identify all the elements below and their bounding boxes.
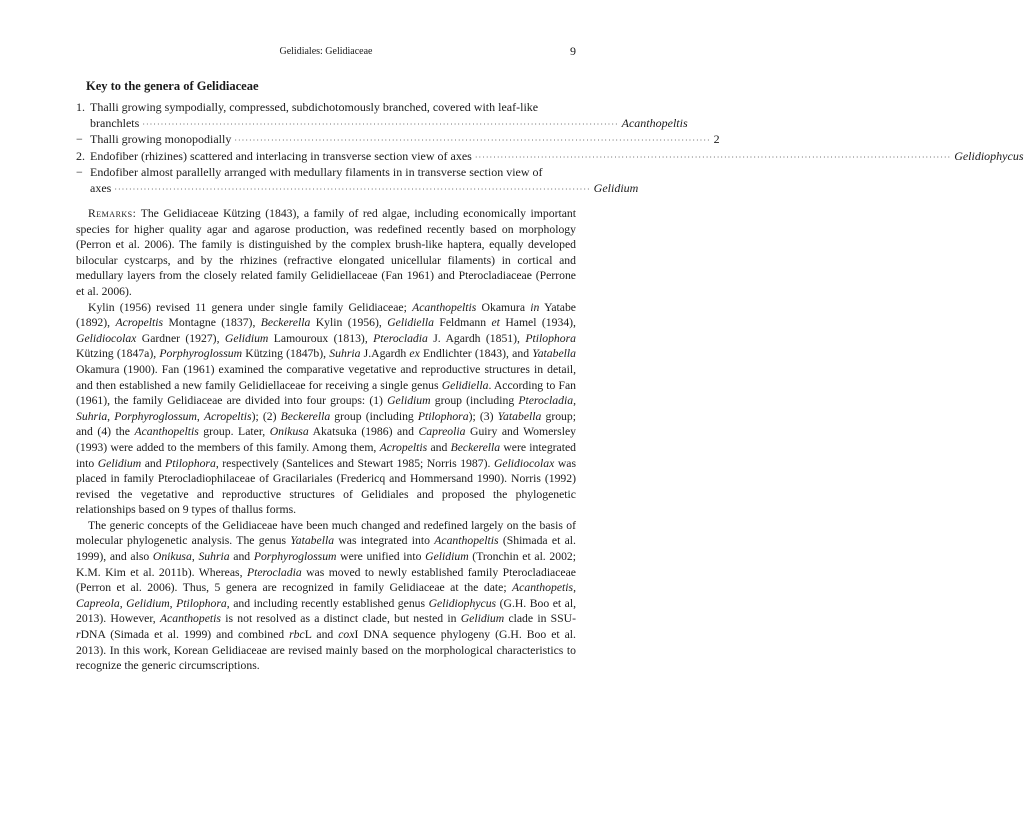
key-text: Endofiber (rhizines) scattered and interlacing in transverse section view of axes <box>90 148 472 163</box>
key-title: Key to the genera of Gelidiaceae <box>86 79 259 93</box>
key-result: Acanthopeltis <box>621 115 688 130</box>
key-number: − <box>76 165 83 179</box>
leader-dots: ·································································································································· <box>142 119 619 129</box>
key-item-2 <box>76 132 720 149</box>
leader-dots: ·································································································································· <box>114 184 591 194</box>
key-result: Gelidiophycus <box>954 148 1024 163</box>
remarks-paragraph-2: Kylin (1956) revised 11 genera under single family Gelidiaceae; Acanthopeltis Okamura in Yatabe (1892), Acropeltis Montagne (1837), Beckerella Kylin (1956), Gelidiella Feldmann et Hamel (1934), Gelidiocolax Gardner (1927), Gelidium Lamouroux (1813), Pterocladia J. Agardh (1851), Ptilophora Kützing (1847a), Porphyroglossum Kützing (1847b), Suhria J.Agardh ex Endlichter (1843), and Yatabella Okamura (1900). Fan (1961) examined the comparative vegetative and reproductive structures in detail, and then established a new family Gelidiellaceae for receiving a single genus Gelidiella. According to Fan (1961), the family Gelidiaceae are divided into four groups: (1) Gelidium group (including Pterocladia, Suhria, Porphyroglossum, Acropeltis); (2) Beckerella group (including Ptilophora); (3) Yatabella group; and (4) the Acanthopeltis group. Later, Onikusa Akatsuka (1986) and Capreolia Guiry and Womersley (1993) were added to the members of this family. Among them, Acropeltis and Beckerella were integrated into Gelidium and Ptilophora, respectively (Santelices and Stewart 1985; Norris 1987). Gelidiocolax was placed in family Pterocladiophilaceae of Gracilariales (Fredericq and Hommersand 1990). Norris (1992) revised the vegetative and reproductive structures of Gelidiales and proposed the phylogenetic relationships based on 9 types of thallus forms. <box>76 300 577 517</box>
key-result: Gelidium <box>593 180 639 195</box>
key-number: − <box>76 132 83 146</box>
remarks-section <box>76 206 576 674</box>
key-item-3 <box>76 148 1024 166</box>
identification-key <box>76 100 1024 197</box>
key-result: 2 <box>713 132 720 146</box>
remarks-label: Remarks: <box>88 207 137 220</box>
key-number: 2. <box>76 148 85 163</box>
key-text: branchlets <box>90 115 140 130</box>
page-number: 9 <box>570 44 576 58</box>
key-number: 1. <box>76 100 85 114</box>
key-text: Endofiber almost parallelly arranged with medullary filaments in in transverse section view of <box>90 165 543 179</box>
leader-dots: ·································································································································· <box>474 152 952 162</box>
key-text: Thalli growing sympodially, compressed, subdichotomously branched, covered with leaf-like <box>90 100 539 114</box>
leader-dots: ·································································································································· <box>234 136 711 145</box>
key-item-4 <box>76 165 639 197</box>
remarks-paragraph-3: The generic concepts of the Gelidiaceae have been much changed and redefined largely on the basis of molecular phylogenetic analysis. The genus Yatabella was integrated into Acanthopeltis (Shimada et al. 1999), and also Onikusa, Suhria and Porphyroglossum were unified into Gelidium (Tronchin et al. 2002; K.M. Kim et al. 2011b). Whereas, Pterocladia was moved to newly established family Pterocladiaceae (Perron et al. 2006). Thus, 5 genera are recognized in family Gelidiaceae at the date; Acanthopetis, Capreola, Gelidium, Ptilophora, and including recently established genus Gelidiophycus (G.H. Boo et al, 2013). However, Acanthopetis is not resolved as a distinct clade, but nested in Gelidium clade in SSU-rDNA (Simada et al. 1999) and combined rbcL and coxI DNA sequence phylogeny (G.H. Boo et al. 2013). In this work, Korean Gelidiaceae are revised mainly based on the morphological characteristics to recognize the generic circumscriptions. <box>76 518 577 673</box>
running-head: Gelidiales: Gelidiaceae <box>279 46 373 57</box>
remarks-paragraph-1: Remarks: The Gelidiaceae Kützing (1843), a family of red algae, including economically important species for higher quality agar and agarose production, was redefined recently based on morphology (Perron et al. 2006). The family is distinguished by the complex brush-like haptera, equally developed bilocular cystcarps, and by the rhizines (refractive elongated unicellular filaments) in cortical and medullary layers from the closely related family Gelidiellaceae (Fan 1961) and Pterocladiaceae (Perrone et al. 2006). <box>76 207 576 298</box>
key-item-1 <box>76 100 688 132</box>
key-text: axes <box>90 180 112 195</box>
key-text: Thalli growing monopodially <box>90 132 232 146</box>
